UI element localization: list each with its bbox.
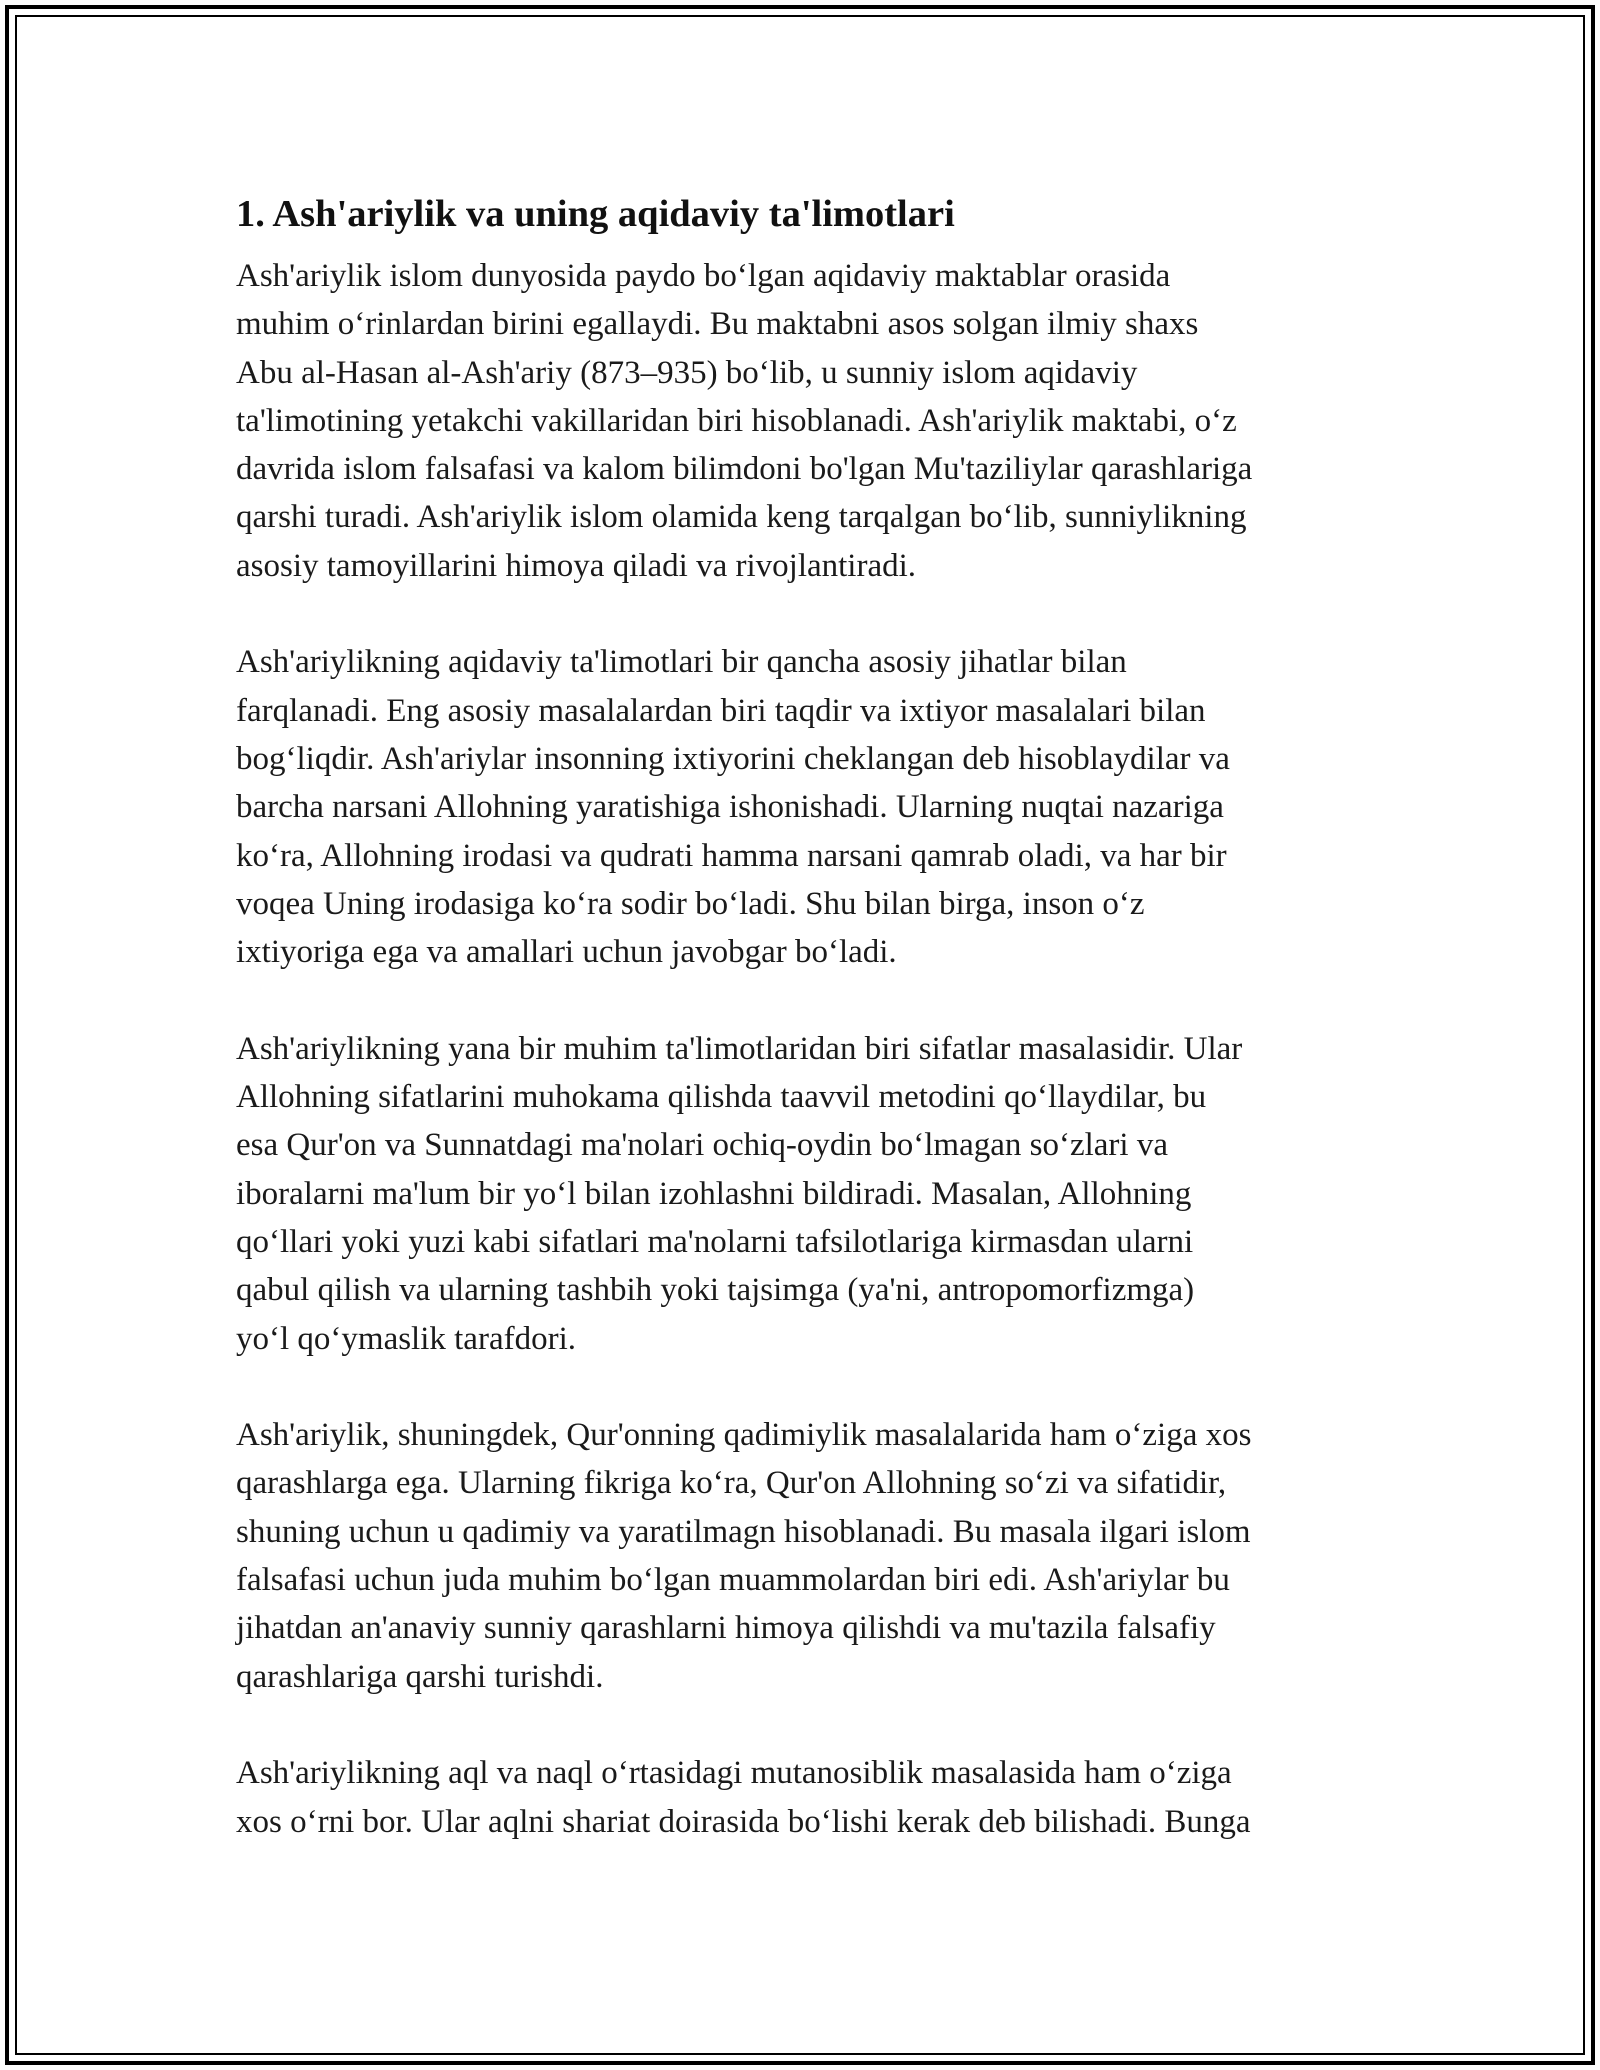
text-line: qarshi turadi. Ash'ariylik islom olamida keng tarqalgan bo‘lib, sunniylikning xyxy=(236,499,1247,536)
text-line: jihatdan an'anaviy sunniy qarashlarni himoya qilishdi va mu'tazila falsafiy xyxy=(236,1610,1216,1647)
text-line: xos o‘rni bor. Ular aqlni shariat doirasida bo‘lishi kerak deb bilishadi. Bunga xyxy=(236,1803,1251,1840)
paragraph-list xyxy=(236,252,1366,1846)
paragraph xyxy=(236,638,1366,976)
text-line: Ash'ariylikning yana bir muhim ta'limotlaridan biri sifatlar masalasidir. Ular xyxy=(236,1030,1243,1067)
paragraph xyxy=(236,1025,1366,1363)
text-line: qarashlariga qarshi turishdi. xyxy=(236,1658,604,1695)
text-line: Ash'ariylikning aqidaviy ta'limotlari bir qancha asosiy jihatlar bilan xyxy=(236,644,1127,681)
text-line: Allohning sifatlarini muhokama qilishda taavvil metodini qo‘llaydilar, bu xyxy=(236,1079,1207,1116)
text-line: falsafasi uchun juda muhim bo‘lgan muammolardan biri edi. Ash'ariylar bu xyxy=(236,1562,1230,1599)
text-line: muhim o‘rinlardan birini egallaydi. Bu maktabni asos solgan ilmiy shaxs xyxy=(236,306,1199,343)
paragraph xyxy=(236,1749,1366,1846)
text-line: Ash'ariylikning aql va naql o‘rtasidagi mutanosiblik masalasida ham o‘ziga xyxy=(236,1755,1232,1792)
text-line: farqlanadi. Eng asosiy masalalardan biri taqdir va ixtiyor masalalari bilan xyxy=(236,692,1206,729)
text-line: Ash'ariylik islom dunyosida paydo bo‘lgan aqidaviy maktablar orasida xyxy=(236,258,1171,294)
paragraph xyxy=(236,252,1366,590)
text-line: qarashlarga ega. Ularning fikriga ko‘ra, Qur'on Allohning so‘zi va sifatidir, xyxy=(236,1465,1227,1502)
text-line: shuning uchun u qadimiy va yaratilmagn hisoblanadi. Bu masala ilgari islom xyxy=(236,1513,1251,1550)
text-line: ta'limotining yetakchi vakillaridan biri hisoblanadi. Ash'ariylik maktabi, o‘z xyxy=(236,402,1237,439)
text-line: voqea Uning irodasiga ko‘ra sodir bo‘ladi. Shu bilan birga, inson o‘z xyxy=(236,885,1145,922)
text-line: ko‘ra, Allohning irodasi va qudrati hamma narsani qamrab oladi, va har bir xyxy=(236,837,1227,874)
paragraph xyxy=(236,1411,1366,1701)
text-line: Abu al-Hasan al-Ash'ariy (873–935) bo‘lib, u sunniy islom aqidaviy xyxy=(236,354,1138,391)
text-line: esa Qur'on va Sunnatdagi ma'nolari ochiq-oydin bo‘lmagan so‘zlari va xyxy=(236,1127,1168,1164)
text-line: qabul qilish va ularning tashbih yoki tajsimga (ya'ni, antropomorfizmga) xyxy=(236,1272,1195,1309)
text-line: yo‘l qo‘ymaslik tarafdori. xyxy=(236,1320,576,1357)
text-line: barcha narsani Allohning yaratishiga ishonishadi. Ularning nuqtai nazariga xyxy=(236,789,1224,826)
text-line: ixtiyoriga ega va amallari uchun javobgar bo‘ladi. xyxy=(236,934,897,971)
document-body xyxy=(236,186,1366,1846)
text-line: qo‘llari yoki yuzi kabi sifatlari ma'nolarni tafsilotlariga kirmasdan ularni xyxy=(236,1223,1194,1260)
text-line: Ash'ariylik, shuningdek, Qur'onning qadimiylik masalalarida ham o‘ziga xos xyxy=(236,1417,1252,1454)
text-line: bog‘liqdir. Ash'ariylar insonning ixtiyorini cheklangan deb hisoblaydilar va xyxy=(236,740,1230,777)
text-line: davrida islom falsafasi va kalom bilimdoni bo'lgan Mu'taziliylar qarashlariga xyxy=(236,451,1253,488)
text-line: asosiy tamoyillarini himoya qiladi va rivojlantiradi. xyxy=(236,547,917,584)
section-heading: 1. Ash'ariylik va uning aqidaviy ta'limotlari xyxy=(236,193,955,235)
text-line: iboralarni ma'lum bir yo‘l bilan izohlashni bildiradi. Masalan, Allohning xyxy=(236,1175,1192,1212)
